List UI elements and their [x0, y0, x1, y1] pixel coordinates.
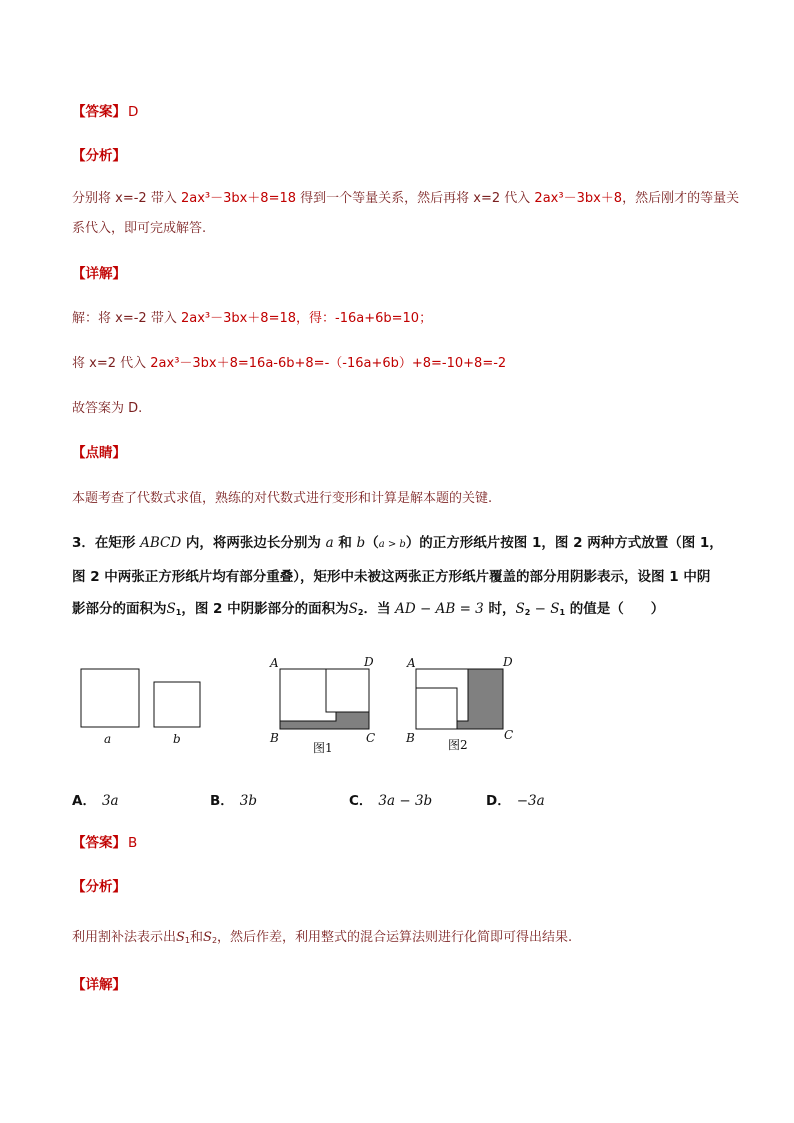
math-s: S: [166, 601, 176, 617]
option-letter: A．: [72, 793, 96, 809]
question-text: 的值是（ ）: [565, 601, 665, 617]
analysis-line-2: 系代入，即可完成解答.: [72, 221, 207, 236]
detail-text: 解：将 x=-2 带入: [72, 311, 181, 326]
fig2-square-b: [416, 688, 457, 729]
answer-value: D: [128, 104, 139, 120]
math-subscript: 2: [524, 608, 531, 617]
fig2-label-B: B: [406, 731, 415, 745]
detail-text: 将 x=2 代入: [72, 356, 151, 371]
detail-line-1: [72, 310, 432, 329]
fig2-label-D: D: [503, 655, 513, 669]
question-text: 3．在矩形: [72, 535, 141, 551]
math-minus: −: [530, 601, 551, 617]
question-text: 时，: [483, 601, 516, 617]
math-subscript: 1: [559, 608, 566, 617]
fig1-square-b: [326, 669, 369, 712]
answer-label: 【答案】: [72, 835, 126, 851]
fig2-caption: 图2: [448, 738, 468, 752]
analysis-line-1: [72, 190, 739, 209]
question-text: ）的正方形纸片按图 1，图 2 两种方式放置（图 1，: [405, 535, 723, 551]
fig1-label-B: B: [270, 731, 279, 745]
figure-1: [269, 655, 375, 755]
option-b[interactable]: [210, 789, 257, 809]
comment-text: 本题考查了代数式求值，熟练的对代数式进行变形和计算是解本题的关键.: [72, 491, 493, 506]
question-text: 和: [333, 535, 357, 551]
option-value: 3a: [101, 793, 119, 809]
label-b: b: [173, 732, 181, 746]
question-line-1: [72, 534, 723, 554]
math-subscript: 2: [211, 936, 218, 945]
math-subscript: 2: [357, 608, 364, 617]
fig1-label-D: D: [364, 655, 374, 669]
math-abcd: ABCD: [140, 535, 182, 551]
option-letter: B．: [210, 793, 234, 809]
answer-heading: [72, 103, 138, 123]
question-line-2: 图 2 中两张正方形纸片均有部分重叠），矩形中未被这两张正方形纸片覆盖的部分用阴影表示，设图 1 中阴: [72, 569, 711, 585]
detail-heading: 【详解】: [72, 266, 126, 282]
math-s: S: [203, 930, 212, 945]
option-letter: D．: [486, 793, 511, 809]
question-line-3: [72, 600, 664, 620]
figure-2: [405, 655, 513, 752]
analysis-text: ，然后作差，利用整式的混合运算法则进行化简即可得出结果.: [217, 930, 573, 945]
option-value: −3a: [516, 793, 545, 809]
geometry-figure: [0, 650, 794, 790]
square-a: [81, 669, 139, 727]
analysis-text-2: [72, 929, 572, 948]
equation: 2ax³－3bx＋8=18: [180, 191, 297, 206]
question-text: ，图 2 中阴影部分的面积为: [181, 601, 349, 617]
answer-label: 【答案】: [72, 104, 126, 120]
analysis-text: ，然后刚才的等量关: [622, 191, 740, 206]
fig2-label-C: C: [504, 728, 514, 742]
detail-line-2: [72, 355, 506, 374]
detail-heading-2: 【详解】: [72, 977, 126, 993]
option-c[interactable]: [349, 789, 432, 809]
analysis-text: 和: [190, 930, 204, 945]
option-a[interactable]: [72, 789, 119, 809]
question-text: ．当: [363, 601, 396, 617]
square-b: [154, 682, 200, 727]
comment-heading: 【点睛】: [72, 445, 126, 461]
fig1-caption: 图1: [313, 741, 333, 755]
option-value: 3a − 3b: [378, 793, 433, 809]
answer-heading-2: [72, 834, 137, 854]
math-subscript: 1: [184, 936, 191, 945]
equation: 2ax³－3bx＋8=18，得：-16a+6b=10；: [180, 311, 433, 326]
answer-value: B: [128, 835, 138, 851]
math-condition: a > b: [378, 539, 406, 550]
math-b: b: [356, 535, 366, 551]
option-letter: C．: [349, 793, 373, 809]
fig2-label-A: A: [407, 656, 416, 670]
question-text: 影部分的面积为: [72, 601, 167, 617]
analysis-text: 得到一个等量关系，然后再将 x=2 代入: [296, 191, 535, 206]
math-s: S: [515, 601, 525, 617]
option-value: 3b: [239, 793, 258, 809]
analysis-heading: 【分析】: [72, 148, 126, 164]
math-s: S: [550, 601, 560, 617]
question-text: （: [365, 535, 379, 551]
equation: 2ax³－3bx＋8: [534, 191, 623, 206]
label-a: a: [104, 732, 112, 746]
option-d[interactable]: [486, 789, 545, 809]
math-subscript: 1: [175, 608, 182, 617]
math-s: S: [348, 601, 358, 617]
math-s: S: [176, 930, 185, 945]
math-a: a: [325, 535, 334, 551]
detail-line-3: 故答案为 D.: [72, 401, 143, 416]
math-condition: AD − AB = 3: [395, 601, 484, 617]
analysis-text: 利用割补法表示出: [72, 930, 177, 945]
equation: 2ax³－3bx＋8=16a-6b+8=-（-16a+6b）+8=-10+8=-2: [150, 356, 507, 371]
fig1-label-C: C: [366, 731, 376, 745]
analysis-text: 分别将 x=-2 带入: [72, 191, 181, 206]
analysis-heading-2: 【分析】: [72, 879, 126, 895]
fig1-label-A: A: [270, 656, 279, 670]
question-text: 内，将两张边长分别为: [181, 535, 326, 551]
